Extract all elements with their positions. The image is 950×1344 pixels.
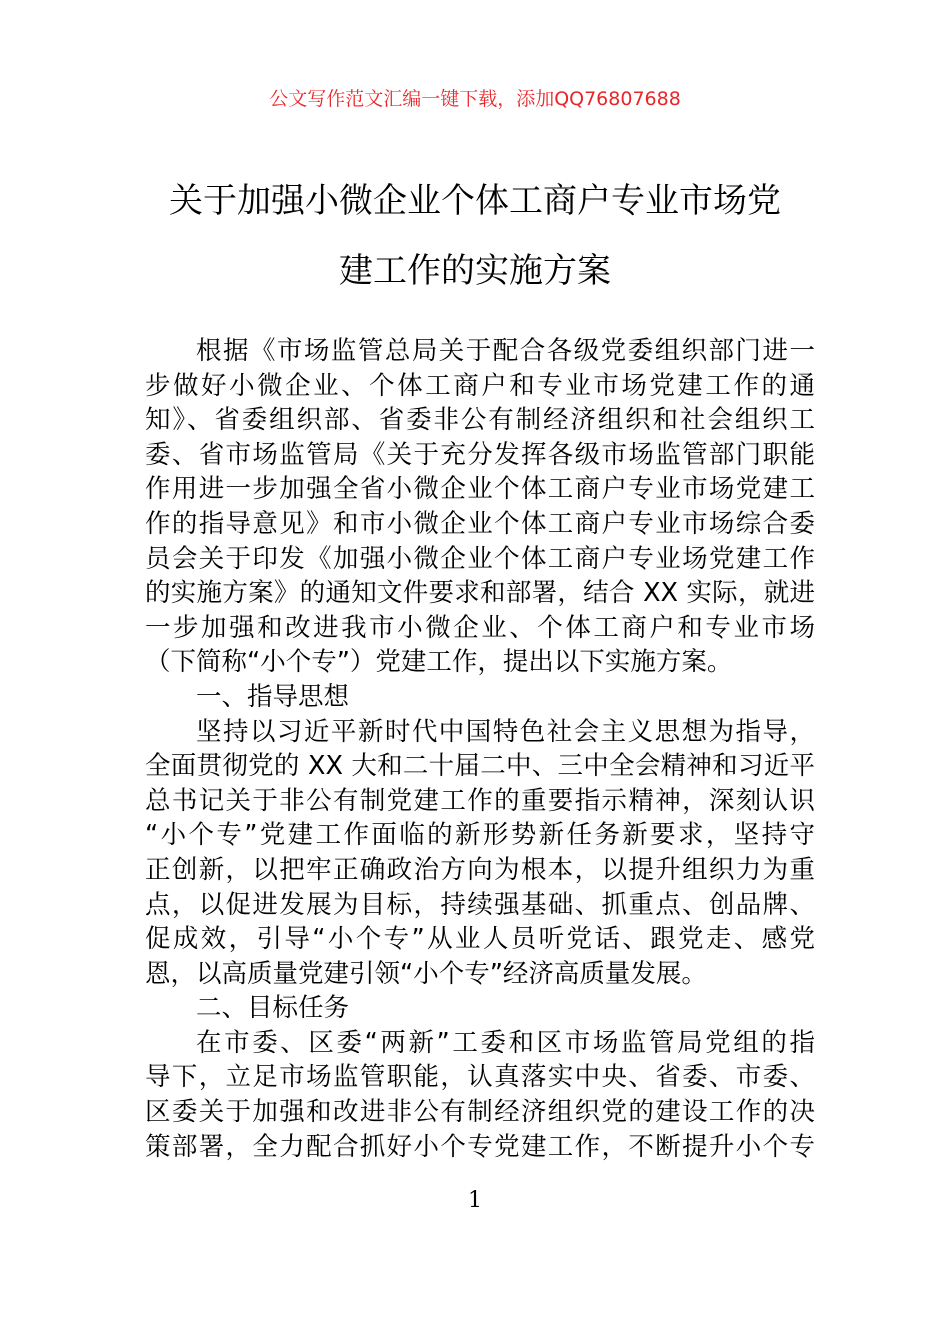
body-line: 步做好小微企业、个体工商户和专业市场党建工作的通 (145, 370, 815, 401)
document-body (145, 334, 815, 1164)
body-line: 坚持以习近平新时代中国特色社会主义思想为指导， (196, 716, 815, 747)
body-line: 作用进一步加强全省小微企业个体工商户专业市场党建工 (145, 474, 815, 505)
body-line: 总书记关于非公有制党建工作的重要指示精神，深刻认识 (145, 785, 815, 816)
body-line: 委、省市场监管局《关于充分发挥各级市场监管部门职能 (145, 439, 815, 470)
body-line: 全面贯彻党的 XX 大和二十届二中、三中全会精神和习近平 (145, 751, 815, 782)
body-line: 策部署，全力配合抓好小个专党建工作，不断提升小个专 (145, 1131, 815, 1162)
body-line: 恩，以高质量党建引领“小个专”经济高质量发展。 (145, 958, 707, 989)
document-title-line-1: 关于加强小微企业个体工商户专业市场党 (169, 181, 781, 221)
body-line: 员会关于印发《加强小微企业个体工商户专业场党建工作 (145, 543, 815, 574)
section-heading-guiding-ideology: 一、指导思想 (196, 681, 350, 712)
body-line: 作的指导意见》和市小微企业个体工商户专业市场综合委 (145, 508, 815, 539)
body-line: 在市委、区委“两新”工委和区市场监管局党组的指 (196, 1027, 815, 1058)
body-line: （下简称“小个专”）党建工作，提出以下实施方案。 (145, 647, 733, 678)
body-line: 一步加强和改进我市小微企业、个体工商户和专业市场 (145, 612, 815, 643)
body-line: 区委关于加强和改进非公有制经济组织党的建设工作的决 (145, 1097, 815, 1128)
body-line: 促成效，引导“小个专”从业人员听党话、跟党走、感党 (145, 924, 815, 955)
download-banner: 公文写作范文汇编一键下载，添加QQ76807688 (269, 88, 681, 110)
body-line: 导下，立足市场监管职能，认真落实中央、省委、市委、 (145, 1062, 815, 1093)
body-line: “小个专”党建工作面临的新形势新任务新要求，坚持守 (145, 820, 815, 851)
body-line: 知》、省委组织部、省委非公有制经济组织和社会组织工 (145, 405, 815, 436)
body-line: 正创新，以把牢正确政治方向为根本，以提升组织力为重 (145, 854, 815, 885)
body-line: 根据《市场监管总局关于配合各级党委组织部门进一 (196, 336, 815, 366)
body-line: 的实施方案》的通知文件要求和部署，结合 XX 实际，就进 (145, 578, 815, 609)
page-number: 1 (468, 1188, 482, 1213)
section-heading-objectives: 二、目标任务 (196, 993, 350, 1024)
document-title-line-2: 建工作的实施方案 (339, 251, 611, 291)
body-line: 点，以促进发展为目标，持续强基础、抓重点、创品牌、 (145, 889, 815, 920)
